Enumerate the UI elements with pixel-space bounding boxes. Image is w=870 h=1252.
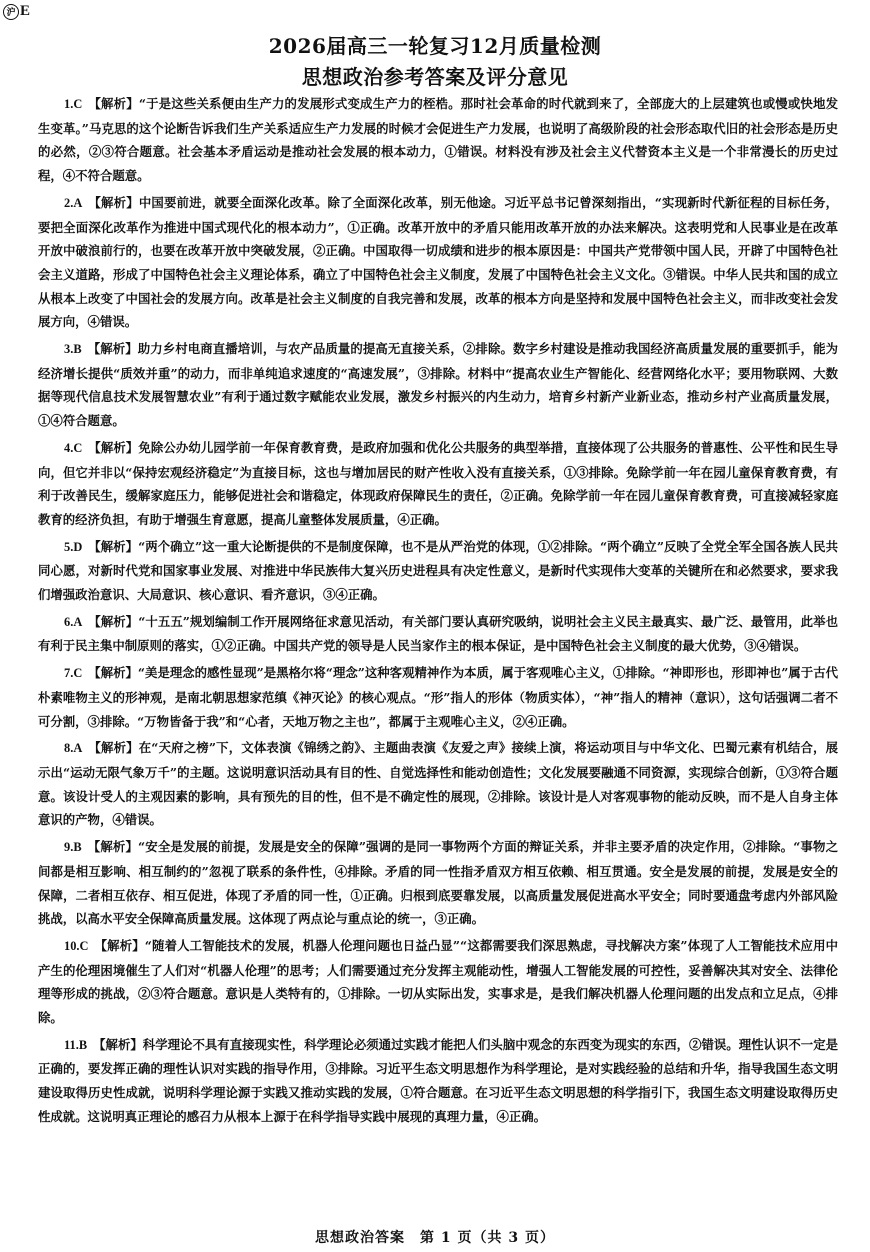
answer-key: A — [73, 195, 83, 210]
question-number: 3. — [64, 342, 74, 357]
answer-list — [38, 92, 838, 1132]
analysis-text: “于是这些关系便由生产力的发展形式变成生产力的桎梏。那时社会革命的时代就到来了，全部庞大的上层建筑也或慢或快地发生变革。”马克思的这个论断告诉我们生产关系适应生产力发展的时候才会促进生产力发展，也说明了高级阶段的社会形态取代旧的社会形态是历史的必然，②③符合题意。社会基本矛盾运动是推动社会发展的根本动力，①错误。材料没有涉及社会主义代替资本主义是一个非常漫长的历史过程，④不符合题意。 — [38, 96, 838, 184]
question-number: 7. — [64, 666, 74, 681]
analysis-text: 科学理论不具有直接现实性，科学理论必须通过实践才能把人们头脑中观念的东西变为现实的东西，②错误。理性认识不一定是正确的，要发挥正确的理性认识对实践的指导作用，③排除。习近平生态文明思想作为科学理论，是对实践经验的总结和升华，指导我国生态文明建设取得历史性成就，说明科学理论源于实践又推动实践的发展，①符合题意。在习近平生态文明思想的科学指引下，我国生态文明建设取得历史性成就。这说明真正理论的感召力从根本上源于在科学指导实践中展现的真理力量，④正确。 — [38, 1036, 839, 1124]
answer-key: C — [73, 97, 83, 111]
analysis-tag: 【解析】 — [88, 538, 139, 554]
answer-item-4 — [38, 436, 838, 532]
question-number: 11. — [64, 1037, 79, 1052]
analysis-text: “随着人工智能技术的发展，机器人伦理问题也日益凸显”“这都需要我们深思熟虑，寻找解决方案”体现了人工智能技术应用中产生的伦理困境催生了人们对“机器人伦理”的思考；人们需要通过充分发挥主观能动性，增强人工智能发展的可控性，妥善解决其对安全、法律伦理等形成的挑战，②③符合题意。意识是人类特有的，①排除。一切从实际出发，实事求是，是我们解决机器人伦理问题的出发点和立足点，④排除。 — [38, 937, 838, 1026]
page-subtitle: 思想政治参考答案及评分意见 — [301, 65, 569, 89]
analysis-tag: 【解析】 — [88, 613, 139, 629]
answer-item-2 — [38, 191, 838, 334]
corner-badge — [3, 3, 30, 20]
analysis-text: “十五五”规划编制工作开展网络征求意见活动，有关部门要认真研究吸纳，说明社会主义民主最真实、最广泛、最管用，此举也有利于民主集中制原则的落实，①②正确。中国共产党的领导是人民当家作主的根本保证，是中国特色社会主义制度的最大优势，③④错误。 — [38, 613, 839, 654]
answer-key: A — [73, 614, 83, 629]
page-footer: 思想政治答案 第 1 页（共 3 页） — [315, 1230, 555, 1246]
analysis-text: “安全是发展的前提，发展是安全的保障”强调的是同一事物两个方面的辩证关系，并非主要矛盾的决定作用，②排除。“事物之间都是相互影响、相互制约的”忽视了联系的条件性，④排除。矛盾的同一性指矛盾双方相互依赖、相互贯通。安全是发展的前提，发展是安全的保障，二者相互依存、相互促进，体现了矛盾的同一性，①正确。归根到底要靠发展，以高质量发展促进高水平安全；同时要通盘考虑内外部风险挑战，以高水平安全保障高质量发展。这体现了两点论与重点论的统一，③正确。 — [38, 839, 838, 927]
analysis-text: 中国要前进，就要全面深化改革。除了全面深化改革，别无他途。习近平总书记曾深刻指出，“实现新时代新征程的目标任务，要把全面深化改革作为推进中国式现代化的根本动力”，①正确。改革开放中的矛盾只能用改革开放的办法来解决。这表明党和人民事业是在改革开放中破浪前行的，也要在改革开放中突破发展，②正确。中国取得一切成绩和进步的根本原因是：中国共产党带领中国人民，开辟了中国特色社会主义道路，形成了中国特色社会主义理论体系，确立了中国特色社会主义制度，发展了中国特色社会主义文化。③错误。中华人民共和国的成立从根本上改变了中国社会的发展方向。改革是社会主义制度的自我完善和发展，改革的根本方向是坚持和发展中国特色社会主义，而非改变社会发展方向，④错误。 — [38, 194, 838, 330]
answer-item-7 — [38, 661, 838, 733]
page-title: 2026届高三一轮复习12月质量检测 — [268, 34, 602, 58]
answer-key: C — [79, 938, 89, 953]
answer-item-3 — [38, 337, 838, 433]
analysis-tag: 【解析】 — [88, 96, 139, 111]
analysis-tag: 【解析】 — [88, 740, 139, 756]
answer-item-6 — [38, 610, 838, 658]
analysis-tag: 【解析】 — [93, 1036, 143, 1052]
answer-key: A — [73, 741, 83, 756]
analysis-text: 在“天府之榜”下，文体表演《锦绣之韵》、主题曲表演《友爱之声》接续上演，将运动项目与中华文化、巴蜀元素有机结合，展示出“运动无限气象万千”的主题。这说明意识活动具有目的性、自觉选择性和能动创造性；文化发展要融通不同资源，实现综合创新，①③符合题意。该设计受人的主观因素的影响，具有预先的目的性，但不是不确定性的展现，②排除。该设计是人对客观事物的能动反映，而不是人自身主体意识的产物，④错误。 — [38, 740, 838, 828]
question-number: 9. — [64, 840, 74, 855]
question-number: 2. — [64, 195, 74, 210]
analysis-text: “美是理念的感性显现”是黑格尔将“理念”这种客观精神作为本质，属于客观唯心主义，①排除。“神即形也，形即神也”属于古代朴素唯物主义的形神观，是南北朝思想家范缜《神灭论》的核心观点。“形”指人的形体（物质实体），“神”指人的精神（意识），这句话强调二者不可分割，③排除。“万物皆备于我”和“心者，天地万物之主也”，都属于主观唯心主义，②④正确。 — [38, 665, 839, 729]
question-number: 8. — [64, 741, 74, 756]
answer-key: B — [78, 1037, 88, 1052]
answer-key: D — [73, 539, 83, 554]
analysis-text: 免除公办幼儿园学前一年保育教育费，是政府加强和优化公共服务的典型举措，直接体现了公共服务的普惠性、公平性和民生导向，但它并非以“保持宏观经济稳定”为直接目标，这也与增加居民的财产性收入没有直接关系，①③排除。免除学前一年在园儿童保育教育费，有利于改善民生，缓解家庭压力，能够促进社会和谐稳定，体现政府保障民生的责任，②正确。免除学前一年在园儿童保育教育费，可直接减轻家庭教育的经济负担，有助于增强生育意愿，提高儿童整体发展质量，④正确。 — [38, 439, 839, 527]
analysis-text: 助力乡村电商直播培训，与农产品质量的提高无直接关系，②排除。数字乡村建设是推动我国经济高质量发展的重要抓手，能为经济增长提供“质效并重”的动力，而非单纯追求速度的“高速发展”，③排除。材料中“提高农业生产智能化、经营网络化水平；要用物联网、大数据等现代信息技术发展智慧农业”有利于通过数字赋能农业发展，激发乡村振兴的内生动力，培育乡村新产业新业态，推动乡村产业高质量发展，①④符合题意。 — [38, 341, 839, 429]
analysis-tag: 【解析】 — [88, 194, 139, 210]
analysis-tag: 【解析】 — [88, 439, 139, 455]
answer-item-8 — [38, 736, 838, 832]
question-number: 6. — [64, 614, 74, 629]
region-seal-icon: 沪 — [3, 4, 19, 20]
answer-item-9 — [38, 835, 838, 931]
version-letter: E — [20, 3, 31, 19]
question-number: 5. — [64, 539, 74, 554]
answer-key: C — [73, 440, 83, 455]
answer-item-10 — [38, 934, 838, 1030]
analysis-tag: 【解析】 — [88, 665, 138, 681]
analysis-tag: 【解析】 — [87, 341, 138, 357]
analysis-text: “两个确立”这一重大论断提供的不是制度保障，也不是从严治党的体现，①②排除。“两个确立”反映了全党全军全国各族人民共同心愿，对新时代党和国家事业发展、对推进中华民族伟大复兴历史进程具有决定性意义，是新时代实现伟大变革的关键所在和必然要求，要求我们增强政治意识、大局意识、核心意识、看齐意识，③④正确。 — [38, 538, 839, 603]
answer-item-1 — [38, 92, 838, 188]
analysis-tag: 【解析】 — [87, 839, 139, 855]
answer-key: C — [73, 666, 83, 681]
answer-item-11 — [38, 1033, 838, 1129]
analysis-tag: 【解析】 — [94, 937, 145, 953]
answer-key: B — [73, 342, 82, 357]
question-number: 4. — [64, 440, 74, 455]
answer-key: B — [73, 840, 82, 855]
answer-item-5 — [38, 535, 838, 607]
question-number: 1. — [64, 97, 74, 111]
question-number: 10. — [64, 938, 80, 953]
